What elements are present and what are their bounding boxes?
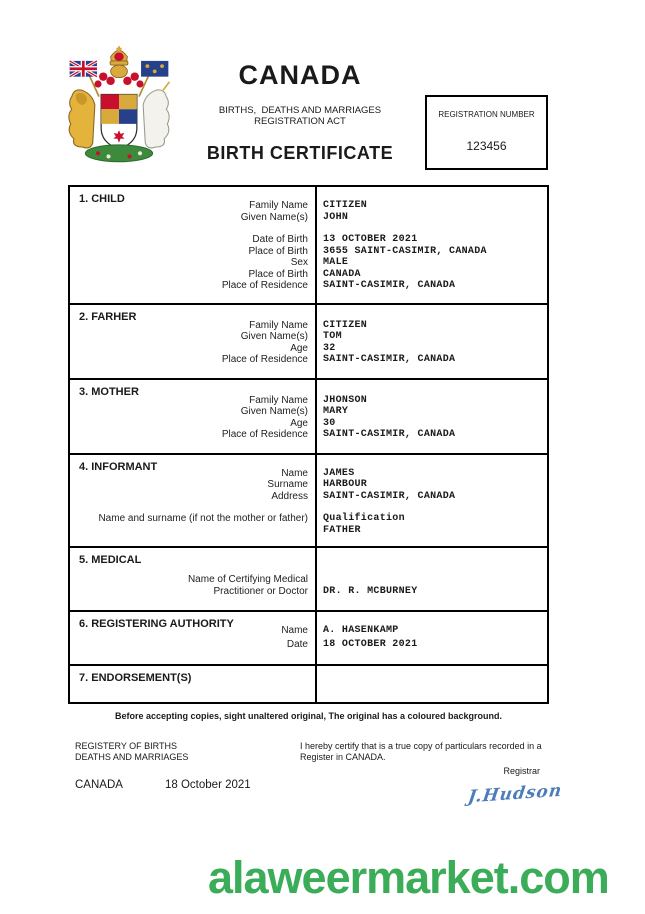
field-label: Place of Birth <box>248 268 308 280</box>
section-heading: 2. FARHER <box>79 310 137 323</box>
field-row <box>70 269 547 281</box>
field-row <box>70 406 547 418</box>
field-label: Age <box>290 417 308 429</box>
field-row <box>70 354 547 366</box>
field-row <box>70 395 547 407</box>
field-label: Given Name(s) <box>240 406 308 417</box>
field-label: Given Name(s) <box>240 331 308 342</box>
document-title: BIRTH CERTIFICATE <box>206 143 394 163</box>
field-row <box>70 479 547 491</box>
field-row <box>70 429 547 441</box>
column-divider <box>315 548 317 610</box>
section-mother <box>70 378 547 453</box>
field-value: CITIZEN <box>323 200 368 211</box>
field-value: 13 OCTOBER 2021 <box>323 234 418 245</box>
field-value: 3655 SAINT-CASIMIR, CANADA <box>323 245 487 257</box>
field-row <box>70 234 547 246</box>
field-label: Date <box>286 639 308 650</box>
field-value: MALE <box>323 257 349 268</box>
field-label: Age <box>290 342 308 354</box>
registry-line: REGISTERY OF BIRTHS <box>75 741 178 751</box>
field-value: TOM <box>323 331 342 342</box>
section-heading: 5. MEDICAL <box>79 554 142 566</box>
registrar-label: Registrar <box>503 766 540 776</box>
field-row <box>70 246 547 258</box>
field-label: Sex <box>290 257 308 268</box>
field-value: CANADA <box>323 268 361 280</box>
section-informant <box>70 453 547 547</box>
registration-number-value: 123456 <box>466 139 507 153</box>
field-label: Place of Birth <box>248 245 308 257</box>
section-heading: 1. CHILD <box>79 193 125 205</box>
act-subtitle: BIRTHS, DEATHS AND MARRIAGES REGISTRATION ACT <box>218 105 384 127</box>
column-divider <box>315 305 317 378</box>
certification-statement: I hereby certify that is a true copy of particulars recorded in a Register in CANADA. <box>300 741 542 762</box>
section-registering-authority <box>70 610 547 664</box>
field-label: Family Name <box>249 319 308 331</box>
field-label: Place of Residence <box>221 280 308 291</box>
field-row <box>70 257 547 269</box>
canada-coat-of-arms-icon <box>60 42 178 168</box>
column-divider <box>315 380 317 453</box>
field-label: Given Name(s) <box>240 211 308 223</box>
column-divider <box>315 455 317 547</box>
field-row <box>70 574 547 597</box>
field-value: HARBOUR <box>323 479 368 490</box>
field-label: Address <box>271 490 308 502</box>
section-heading: 4. INFORMANT <box>79 460 158 473</box>
field-row <box>70 200 547 212</box>
label-line: Name of Certifying Medical <box>187 574 308 585</box>
section-medical <box>70 546 547 610</box>
footer-date: 18 October 2021 <box>165 779 251 791</box>
registry-office-block <box>75 741 188 763</box>
field-label: Family Name <box>249 394 308 406</box>
field-row <box>70 212 547 224</box>
site-watermark: alaweermarket.com <box>208 852 609 903</box>
field-row <box>70 418 547 430</box>
field-label: Surname <box>267 479 308 490</box>
qualification-row <box>70 513 547 536</box>
registry-line: DEATHS AND MARRIAGES <box>75 752 189 762</box>
field-row <box>70 491 547 503</box>
field-value: 32 <box>323 342 336 354</box>
country-title: CANADA <box>238 60 362 90</box>
field-row <box>70 343 547 355</box>
anti-forgery-notice: Before accepting copies, sight unaltered original, The original has a coloured background. <box>114 711 503 721</box>
field-value: CITIZEN <box>323 319 368 331</box>
column-divider <box>315 666 317 702</box>
field-row <box>70 331 547 343</box>
field-value: DR. R. MCBURNEY <box>323 585 418 597</box>
section-endorsements <box>70 664 547 702</box>
field-label: Family Name <box>249 200 308 211</box>
field-value: 18 OCTOBER 2021 <box>323 639 418 650</box>
field-label: Name <box>281 467 308 479</box>
field-value: JHONSON <box>323 394 368 406</box>
field-label: Place of Residence <box>221 429 308 440</box>
field-label: Date of Birth <box>252 234 308 245</box>
section-child <box>70 187 547 303</box>
field-value: 30 <box>323 417 336 429</box>
field-row <box>70 638 547 652</box>
field-label <box>70 574 315 597</box>
column-divider <box>315 187 317 303</box>
label-line: Practitioner or Doctor <box>213 585 308 597</box>
field-value <box>315 513 405 536</box>
header <box>185 60 415 164</box>
field-label: Place of Residence <box>221 354 308 365</box>
field-value: SAINT-CASIMIR, CANADA <box>323 354 456 365</box>
section-father <box>70 303 547 378</box>
section-heading: 7. ENDORSEMENT(S) <box>79 672 192 684</box>
footer-country: CANADA <box>75 779 123 791</box>
field-value: SAINT-CASIMIR, CANADA <box>323 429 456 440</box>
section-heading: 6. REGISTERING AUTHORITY <box>79 618 234 630</box>
section-heading: 3. MOTHER <box>79 385 139 398</box>
field-value: MARY <box>323 406 349 417</box>
registration-number-box <box>425 95 548 170</box>
field-label: Name <box>281 625 308 636</box>
qualification-line: FATHER <box>323 524 361 536</box>
field-value: A. HASENKAMP <box>323 625 399 636</box>
registration-number-label: REGISTRATION NUMBER <box>438 110 535 119</box>
field-value: JAMES <box>323 467 355 479</box>
field-row <box>70 280 547 292</box>
field-label: Name and surname (if not the mother or father) <box>98 513 308 524</box>
field-value: JOHN <box>323 211 349 223</box>
row-spacer <box>70 223 547 234</box>
registrar-signature: J.Hudson <box>466 780 564 808</box>
field-row <box>70 320 547 332</box>
column-divider <box>315 612 317 664</box>
certificate-table <box>68 185 549 704</box>
qualification-line: Qualification <box>323 513 405 524</box>
row-spacer <box>70 502 547 513</box>
field-value: SAINT-CASIMIR, CANADA <box>323 280 456 291</box>
field-value: SAINT-CASIMIR, CANADA <box>323 490 456 502</box>
